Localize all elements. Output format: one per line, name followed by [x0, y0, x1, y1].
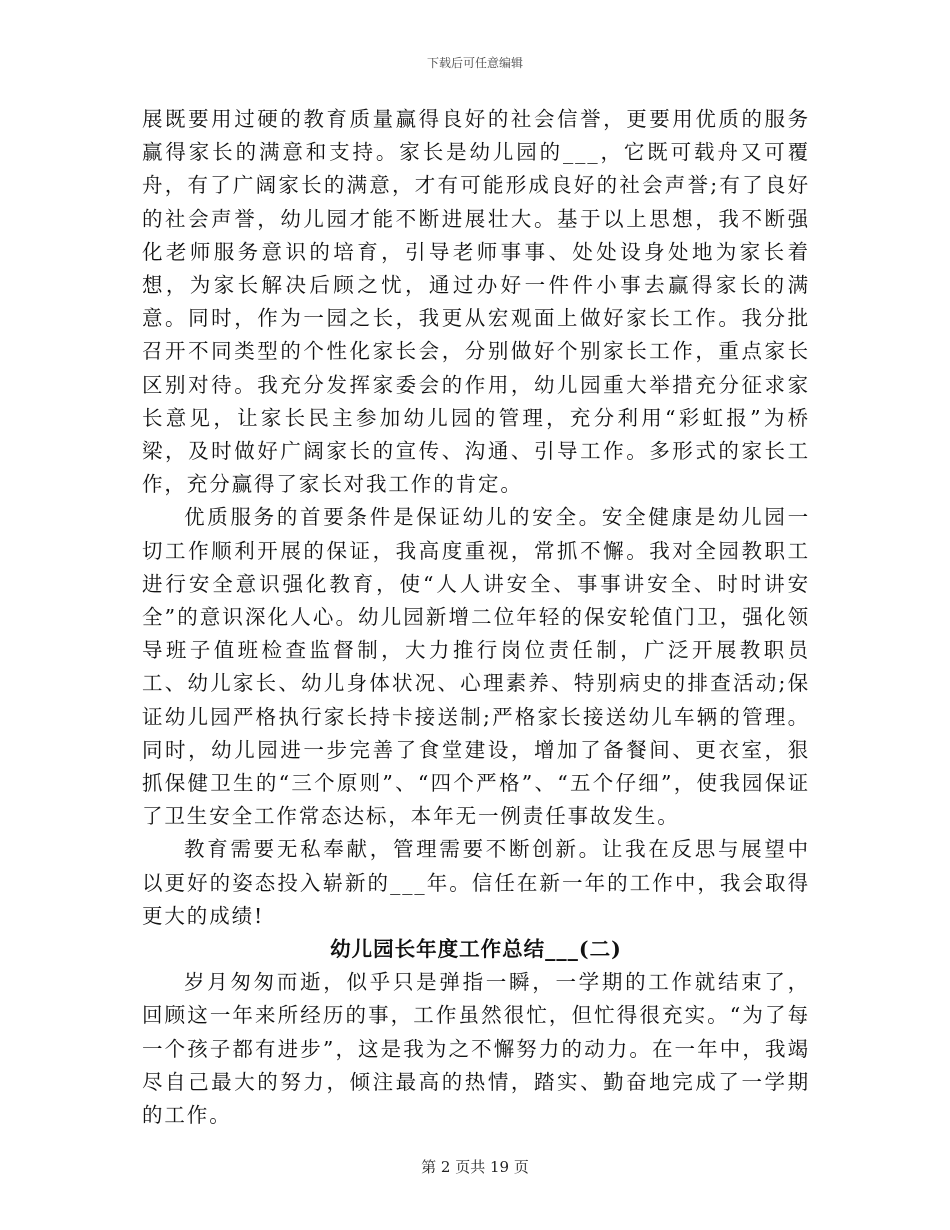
document-body: [142, 103, 810, 1132]
paragraph-closing: 教育需要无私奉献，管理需要不断创新。让我在反思与展望中以更好的姿态投入崭新的___年。信任在新一年的工作中，我会取得更大的成绩!: [142, 837, 810, 928]
paragraph-continuation: 展既要用过硬的教育质量赢得良好的社会信誉，更要用优质的服务赢得家长的满意和支持。家长是幼儿园的___，它既可载舟又可覆舟，有了广阔家长的满意，才有可能形成良好的社会声誉;有了良好的社会声誉，幼儿园才能不断进展壮大。基于以上思想，我不断强化老师服务意识的培育，引导老师事事、处处设身处地为家长着想，为家长解决后顾之忧，通过办好一件件小事去赢得家长的满意。同时，作为一园之长，我更从宏观面上做好家长工作。我分批召开不同类型的个性化家长会，分别做好个别家长工作，重点家长区别对待。我充分发挥家委会的作用，幼儿园重大举措充分征求家长意见，让家长民主参加幼儿园的管理，充分利用“彩虹报”为桥梁，及时做好广阔家长的宣传、沟通、引导工作。多形式的家长工作，充分赢得了家长对我工作的肯定。: [142, 107, 810, 497]
page-footer: 第 2 页共 19 页: [421, 1158, 529, 1176]
paragraph-safety: 优质服务的首要条件是保证幼儿的安全。安全健康是幼儿园一切工作顺利开展的保证，我高度重视，常抓不懈。我对全园教职工进行安全意识强化教育，使“人人讲安全、事事讲安全、时时讲安全”的意识深化人心。幼儿园新增二位年轻的保安轮值门卫，强化领导班子值班检查监督制，大力推行岗位责任制，广泛开展教职员工、幼儿家长、幼儿身体状况、心理素养、特别病史的排查活动;保证幼儿园严格执行家长持卡接送制;严格家长接送幼儿车辆的管理。同时，幼儿园进一步完善了食堂建设，增加了备餐间、更衣室，狠抓保健卫生的“三个原则”、“四个严格”、“五个仔细”，使我园保证了卫生安全工作常态达标，本年无一例责任事故发生。: [142, 505, 810, 829]
page-header: 下载后可任意编辑: [426, 56, 523, 70]
paragraph-intro: 岁月匆匆而逝，似乎只是弹指一瞬，一学期的工作就结束了，回顾这一年来所经历的事，工作虽然很忙，但忙得很充实。“为了每一个孩子都有进步”，这是我为之不懈努力的动力。在一年中，我竭尽自己最大的努力，倾注最高的热情，踏实、勤奋地完成了一学期的工作。: [142, 970, 810, 1128]
section-title: 幼儿园长年度工作总结___(二): [330, 937, 622, 962]
